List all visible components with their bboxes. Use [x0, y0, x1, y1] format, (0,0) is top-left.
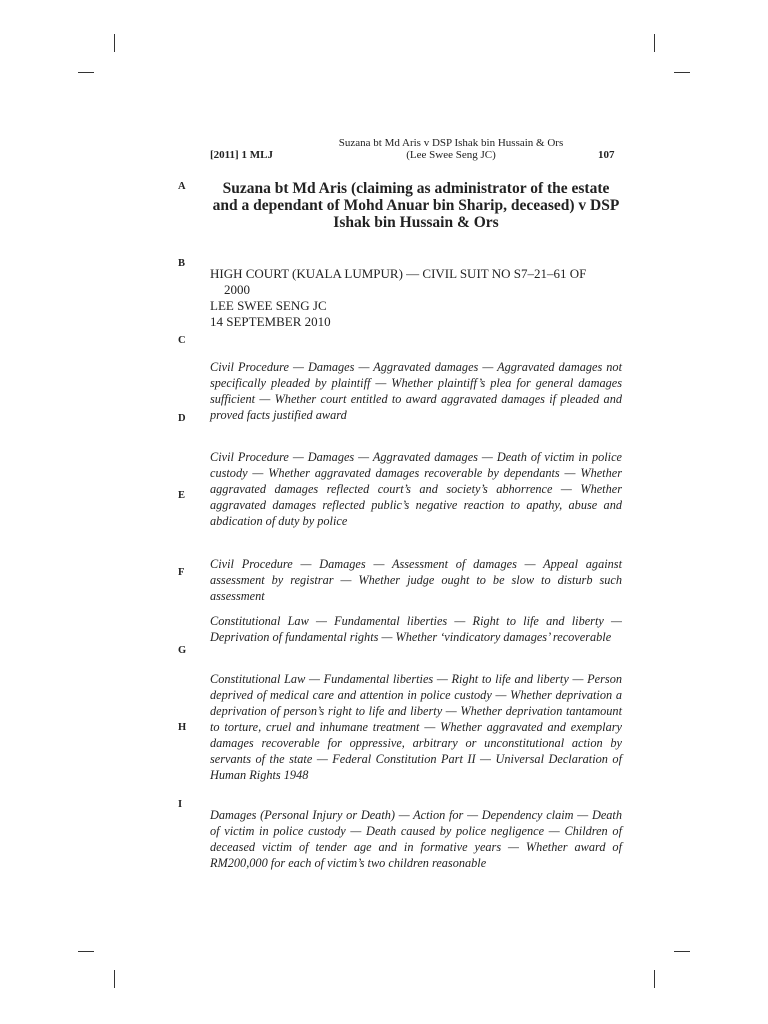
header-judge: (Lee Swee Seng JC): [406, 149, 496, 161]
margin-letter-g: G: [178, 645, 187, 656]
crop-mark-bottom-left-horizontal: [78, 951, 94, 952]
court-judge: LEE SWEE SENG JC: [210, 298, 327, 313]
crop-mark-bottom-right-vertical: [654, 970, 655, 988]
catchword-paragraph-1: Civil Procedure — Damages — Aggravated damages — Aggravated damages not specifically pleaded by plaintiff — Whether plaintiff’s plea for general damages sufficient — Whether court entitled to award aggravated damages if pleaded and proved facts justified award: [210, 360, 622, 422]
crop-mark-bottom-left-vertical: [114, 970, 115, 988]
catchword-paragraph-5: Constitutional Law — Fundamental liberties — Right to life and liberty — Person deprived of medical care and attention in police custody — Whether deprivation a deprivation of person’s right to life and liberty — Whether deprivation tantamount to torture, cruel and inhumane treatment — Whether aggravated and exemplary damages recoverable for oppressive, arbitrary or unconstitutional action by servants of the state — Federal Constitution Part II — Universal Declaration of Human Rights 1948: [210, 672, 622, 782]
margin-letter-f: F: [178, 567, 185, 578]
court-suit-year: 2000: [224, 282, 250, 297]
catchword-paragraph-6: Damages (Personal Injury or Death) — Action for — Dependency claim — Death of victim in police custody — Death caused by police negligence — Children of deceased victim of tender age and in formative years — Whether award of RM200,000 for each of victim’s two children reasonable: [210, 808, 622, 870]
margin-letter-i: I: [178, 799, 183, 810]
margin-letter-b: B: [178, 258, 186, 269]
crop-mark-top-left-horizontal: [78, 72, 94, 73]
margin-letter-c: C: [178, 335, 186, 346]
court-details: [210, 266, 622, 330]
margin-letter-e: E: [178, 490, 186, 501]
header-case-short: Suzana bt Md Aris v DSP Ishak bin Hussain & Ors: [338, 137, 564, 149]
crop-mark-top-right-vertical: [654, 34, 655, 52]
case-title: Suzana bt Md Aris (claiming as administrator of the estate and a dependant of Mohd Anuar bin Sharip, deceased) v DSP Ishak bin Hussain & Ors: [212, 180, 620, 231]
header-citation: [2011] 1 MLJ: [210, 149, 273, 161]
catchword-paragraph-2: Civil Procedure — Damages — Aggravated damages — Death of victim in police custody — Whether aggravated damages recoverable by dependants — Whether aggravated damages reflected court’s and society’s abhorrence — Whether aggravated damages reflected public’s negative reaction to apathy, abuse and abdication of duty by police: [210, 450, 622, 528]
crop-mark-bottom-right-horizontal: [674, 951, 690, 952]
header-case: [316, 137, 586, 161]
page-number: 107: [598, 149, 615, 161]
margin-letter-h: H: [178, 722, 187, 733]
court-date: 14 SEPTEMBER 2010: [210, 314, 331, 329]
crop-mark-top-right-horizontal: [674, 72, 690, 73]
court-suit-line: HIGH COURT (KUALA LUMPUR) — CIVIL SUIT NO S7–21–61 OF: [210, 266, 587, 281]
margin-letter-a: A: [178, 181, 186, 192]
catchword-paragraph-3: Civil Procedure — Damages — Assessment of damages — Appeal against assessment by registrar — Whether judge ought to be slow to disturb such assessment: [210, 557, 622, 603]
margin-letter-d: D: [178, 413, 186, 424]
crop-mark-top-left-vertical: [114, 34, 115, 52]
catchword-paragraph-4: Constitutional Law — Fundamental liberties — Right to life and liberty — Deprivation of fundamental rights — Whether ‘vindicatory damages’ recoverable: [210, 614, 622, 644]
